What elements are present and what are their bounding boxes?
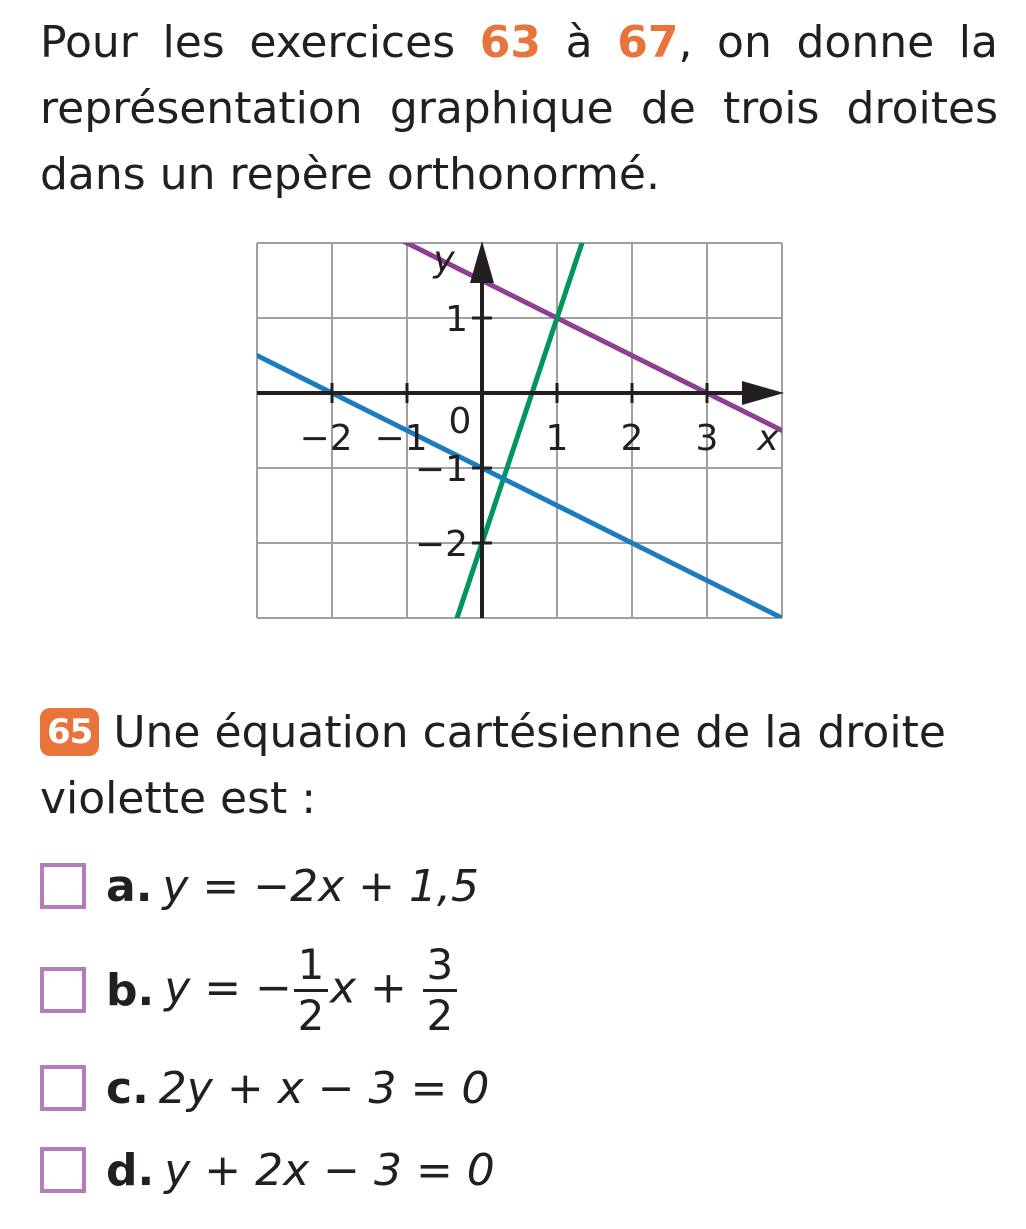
y-axis-label: y: [433, 239, 455, 280]
option-c[interactable]: c. 2y + x − 3 = 0: [40, 1058, 489, 1118]
x-tick-label: −2: [299, 418, 353, 459]
y-tick-label: −2: [414, 524, 468, 565]
exercise-ref-end: 67: [617, 17, 679, 68]
origin-label: 0: [448, 401, 472, 442]
x-tick-label: 1: [545, 418, 569, 459]
option-c-equation: 2y + x − 3 = 0: [158, 1062, 490, 1114]
option-b-equation: y = − $\frac{1}{2}$ x + $\frac{3}{2}$: [164, 941, 459, 1040]
x-tick-label: 3: [695, 418, 719, 459]
option-a-equation: y = −2x + 1,5: [162, 860, 479, 912]
checkbox-d[interactable]: [40, 1147, 86, 1193]
y-axis-arrow: [470, 241, 494, 283]
intro-text: Pour les exercices 63 à 67, on donne la représentation graphique de trois droites dans un repère orthonormé.: [40, 17, 998, 200]
series-line-2: [182, 0, 857, 1229]
exercise-ref-start: 63: [479, 17, 541, 68]
series-line-1: [182, 131, 857, 469]
exercise-number-badge: 65: [40, 708, 99, 756]
x-tick-label: 2: [620, 418, 644, 459]
checkbox-c[interactable]: [40, 1065, 86, 1111]
y-tick-label: −1: [414, 449, 468, 490]
series-line-3: [182, 318, 857, 656]
exercise-65: [40, 700, 1000, 832]
option-d-equation: y + 2x − 3 = 0: [164, 1144, 495, 1196]
x-tick-label: −1: [374, 418, 428, 459]
checkbox-a[interactable]: [40, 863, 86, 909]
x-axis-arrow: [742, 381, 784, 405]
option-a[interactable]: a. y = −2x + 1,5: [40, 856, 479, 916]
checkbox-b[interactable]: [40, 967, 86, 1013]
option-b[interactable]: b. y = − $\frac{1}{2}$ x + $\frac{3}{2}$: [40, 960, 459, 1020]
x-axis-label: x: [757, 418, 779, 459]
exercise-question: Une équation cartésienne de la droite violette est :: [40, 707, 946, 824]
y-tick-label: 1: [445, 299, 468, 340]
option-d[interactable]: d. y + 2x − 3 = 0: [40, 1140, 495, 1200]
